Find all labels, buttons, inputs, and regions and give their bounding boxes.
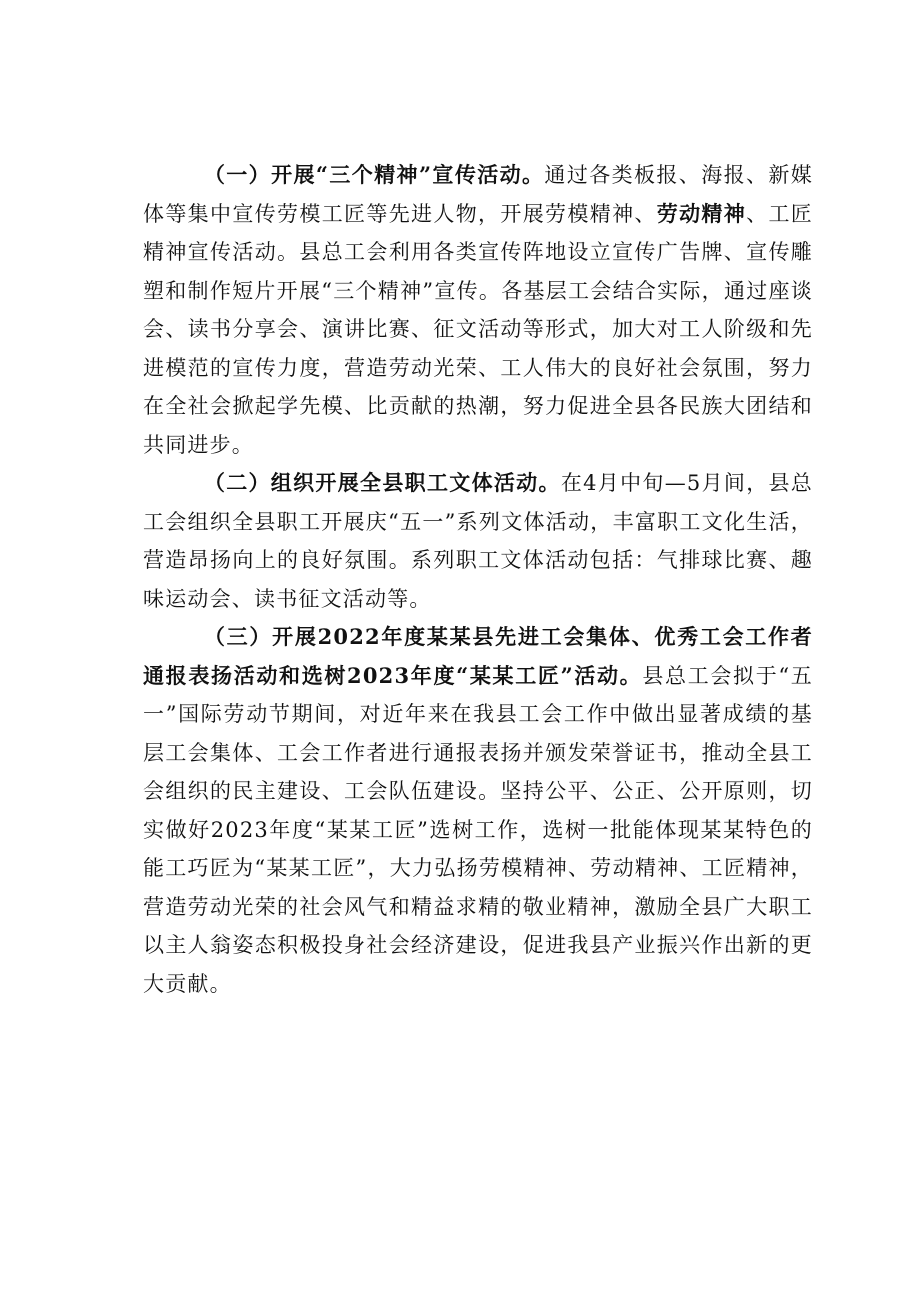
document-body xyxy=(143,156,813,1003)
paragraph-2 xyxy=(143,464,813,618)
paragraph-1-bold-phrase: 劳动精神 xyxy=(656,200,747,226)
paragraph-2-text: 在4月中旬—5月间，县总工会组织全县职工开展庆“五一”系列文体活动，丰富职工文化生活，营造昂扬向上的良好氛围。系列职工文体活动包括：气排球比赛、趣味运动会、读书征文活动等。 xyxy=(143,471,814,611)
paragraph-1-text-part2: 、工匠精神宣传活动。县总工会利用各类宣传阵地设立宣传广告牌、宣传雕塑和制作短片开展“三个精神”宣传。各基层工会结合实际，通过座谈会、读书分享会、演讲比赛、征文活动等形式，加大对工人阶级和先进模范的宣传力度，营造劳动光荣、工人伟大的良好社会氛围，努力在全社会掀起学先模、比贡献的热潮，努力促进全县各民族大团结和共同进步。 xyxy=(143,201,813,457)
paragraph-3 xyxy=(143,618,813,1003)
paragraph-1-text-part1: 通过各类板报、海报、新媒体等集中宣传劳模工匠等先进人物，开展劳模精神、 xyxy=(143,163,813,226)
paragraph-3-heading: （三）开展2022年度某某县先进工会集体、优秀工会工作者通报表扬活动和选树2023年度“某某工匠”活动。 xyxy=(143,624,813,688)
paragraph-1 xyxy=(143,156,813,464)
paragraph-2-heading: （二）组织开展全县职工文体活动。 xyxy=(203,470,561,495)
paragraph-3-text: 县总工会拟于“五一”国际劳动节期间，对近年来在我县工会工作中做出显著成绩的基层工会集体、工会工作者进行通报表扬并颁发荣誉证书，推动全县工会组织的民主建设、工会队伍建设。坚持公平、公正、公开原则，切实做好2023年度“某某工匠”选树工作，选树一批能体现某某特色的能工巧匠为“某某工匠”，大力弘扬劳模精神、劳动精神、工匠精神，营造劳动光荣的社会风气和精益求精的敬业精神，激励全县广大职工以主人翁姿态积极投身社会经济建设，促进我县产业振兴作出新的更大贡献。 xyxy=(143,663,813,996)
paragraph-1-heading: （一）开展“三个精神”宣传活动。 xyxy=(203,162,545,187)
